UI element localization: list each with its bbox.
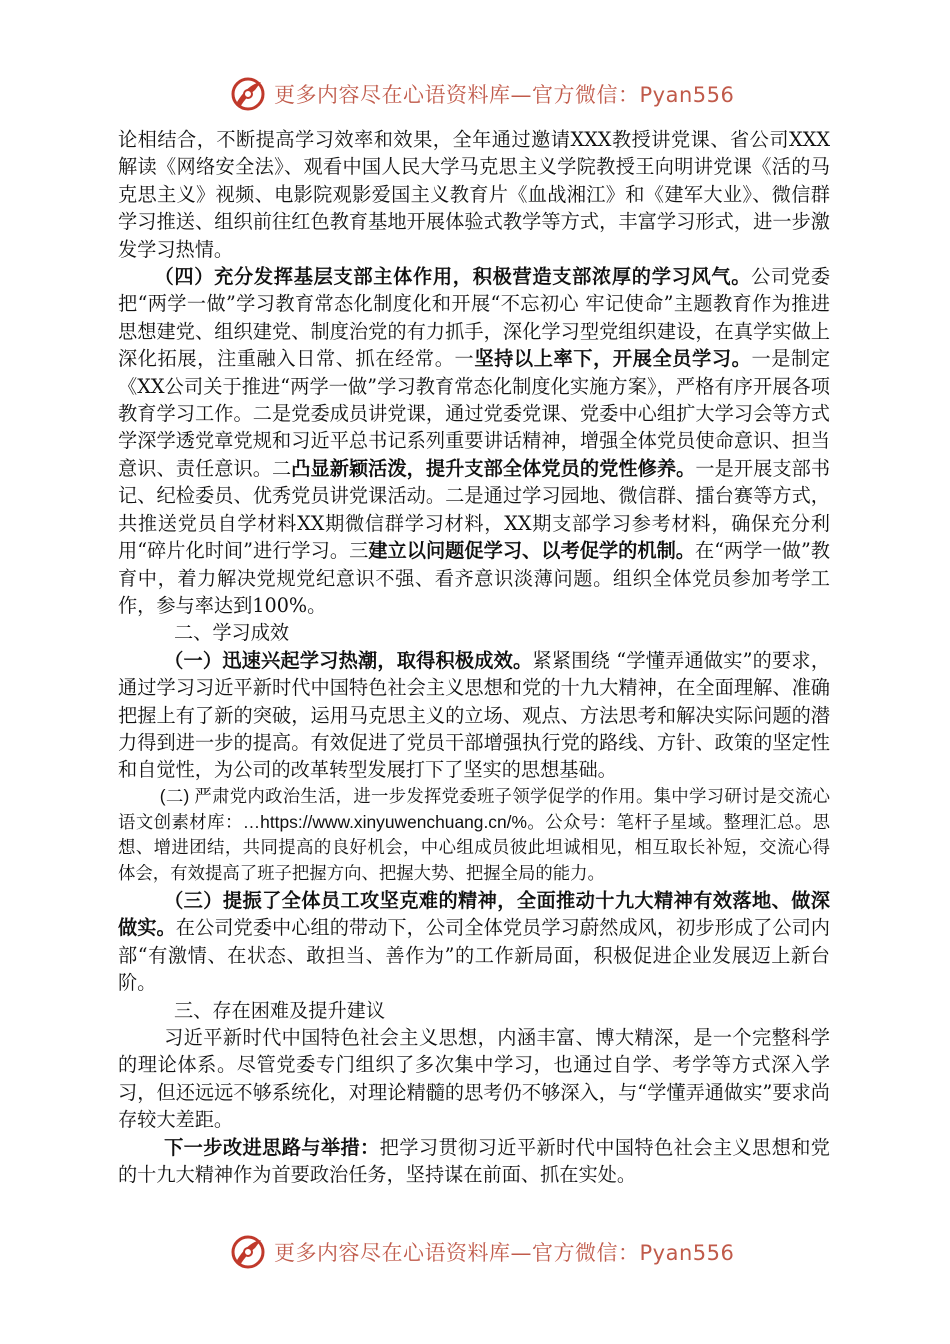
section-heading-results: 二、学习成效 (174, 621, 290, 645)
paragraph-next-steps: 下一步改进思路与举措：把学习贯彻习近平新时代中国特色社会主义思想和党的十九大精神作为首要政治任务，坚持谋在前面、抓在实处。 (118, 1135, 830, 1186)
paragraph-result-3: （三）提振了全体员工攻坚克难的精神，全面推动十九大精神有效落地、做深做实。在公司党委中心组的带动下，公司全体党员学习蔚然成风，初步形成了公司内部“有激情、在状态、敢担当、善作为”的工作新局面，积极促进企业发展迈上新台阶。 (118, 888, 830, 995)
paragraph-result-1: （一）迅速兴起学习热潮，取得积极成效。紧紧围绕 “学懂弄通做实”的要求，通过学习习近平新时代中国特色社会主义思想和党的十九大精神，在全面理解、准确把握上有了新的突破，运用马克思主义的立场、观点、方法思考和解决实际问题的潜力得到进一步的提高。有效促进了党员干部增强执行党的路线、方针、政策的坚定性和自觉性，为公司的改革转型发展打下了坚实的思想基础。 (118, 648, 831, 782)
paragraph-difficulties: 习近平新时代中国特色社会主义思想，内涵丰富、博大精深，是一个完整科学的理论体系。尽管党委专门组织了多次集中学习，也通过自学、考学等方式深入学习，但还远远不够系统化，对理论精髓的思考仍不够深入，与“学懂弄通做实”要求尚存较大差距。 (118, 1025, 830, 1132)
document-body (118, 126, 830, 1188)
paragraph-result-2: (二) 严肃党内政治生活，进一步发挥党委班子领学促学的作用。集中学习研讨是交流心语文创素材库：…https://www.xinyuwenchuang.cn/%。公众号：笔杆子星域。整理汇总。思想、增进团结，共同提高的良好机会，中心组成员彼此坦诚相见，相互取长补短，交流心得体会，有效提高了班子把握方向、把握大势、把握全局的能力。 (118, 785, 830, 884)
banner-text: 更多内容尽在心语资料库—官方微信：Pyan556 (274, 1241, 735, 1265)
footer-banner (228, 1230, 748, 1274)
paragraph-branch-role: （四）充分发挥基层支部主体作用，积极营造支部浓厚的学习风气。公司党委把“两学一做”学习教育常态化制度化和开展“不忘初心 牢记使命”主题教育作为推进思想建党、组织建党、制度治党的有力抓手，深化学习型党组织建设，在真学实做上深化拓展，注重融入日常、抓在经常。一坚持以上率下，开展全员学习。一是制定《XX公司关于推进“两学一做”学习教育常态化制度化实施方案》，严格有序开展各项教育学习工作。二是党委成员讲党课，通过党委党课、党委中心组扩大学习会等方式学深学透党章党规和习近平总书记系列重要讲话精神，增强全体党员使命意识、担当意识、责任意识。二凸显新颖活泼，提升支部全体党员的党性修养。一是开展支部书记、纪检委员、优秀党员讲党课活动。二是通过学习园地、微信群、擂台赛等方式，共推送党员自学材料XX期微信群学习材料，XX期支部学习参考材料，确保充分利用“碎片化时间”进行学习。三建立以问题促学习、以考促学的机制。在“两学一做”教育中，着力解决党规党纪意识不强、看齐意识淡薄问题。组织全体党员参加考学工作，参与率达到100%。 (118, 265, 831, 617)
section-heading-difficulties: 三、存在困难及提升建议 (174, 998, 386, 1022)
banner-text: 更多内容尽在心语资料库—官方微信：Pyan556 (274, 83, 735, 107)
logo-icon (228, 1232, 268, 1272)
paragraph-learning-methods: 论相结合，不断提高学习效率和效果，全年通过邀请XXX教授讲党课、省公司XXX解读《网络安全法》、观看中国人民大学马克思主义学院教授王向明讲党课《活的马克思主义》视频、电影院观影爱国主义教育片《血战湘江》和《建军大业》、微信群学习推送、组织前往红色教育基地开展体验式教学等方式，丰富学习形式，进一步激发学习热情。 (118, 128, 830, 261)
header-banner (228, 72, 748, 116)
logo-icon (228, 74, 268, 114)
section-heading-4: （四）充分发挥基层支部主体作用，积极营造支部浓厚的学习风气。 (154, 265, 752, 289)
